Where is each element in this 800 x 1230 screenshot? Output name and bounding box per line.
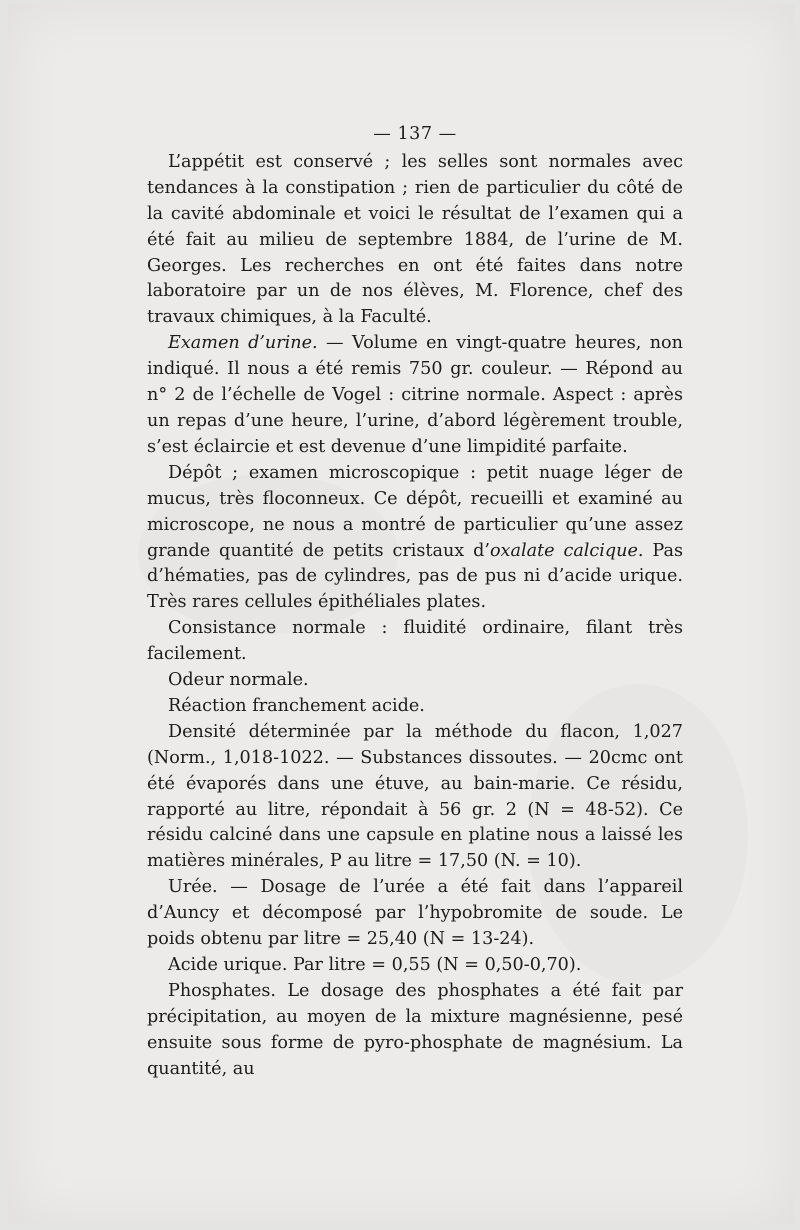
page-number: — 137 — [373,124,457,144]
text-block [147,122,683,1083]
paragraph-density [147,720,683,875]
paragraph-uric-acid [147,953,683,979]
paragraph-odor [147,668,683,694]
paragraph-text: — Volume en vingt-quatre heures, non indiqué. Il nous a été remis 750 gr. couleur. — Répond au n° 2 de l’échelle de Vogel : citrine normale. Aspect : après un repas d’une heure, l’urine, d’abord légèrement trouble, s’est éclaircie et est devenue d’une limpidité parfaite. [147,333,683,457]
paragraph-text: Phosphates. Le dosage des phosphates a été fait par précipitation, au moyen de la mixture magnésienne, pesé ensuite sous forme de pyro-phosphate de magnésium. La quantité, au [147,980,683,1079]
paragraph-consistency [147,616,683,668]
paragraph-text: L’appétit est conservé ; les selles sont normales avec tendances à la constipation ; rien de particulier du côté de la cavité abdominale et voici le résultat de l’examen qui a été fait au milieu de septembre 1884, de l’urine de M. Georges. Les recherches en ont été faites dans notre laboratoire par un de nos élèves, M. Florence, chef des travaux chimiques, à la Faculté. [147,151,683,328]
paragraph-text: Dépôt ; examen microscopique : petit nuage léger de mucus, très floconneux. Ce dépôt, recueilli et examiné au microscope, ne nous a montré de particulier qu’une assez grande quantité de petits cristaux d’ [147,462,683,561]
book-page [8,4,794,1224]
paragraph-deposit [147,461,683,616]
paragraph-appetite [147,150,683,331]
paragraph-text: . Pas d’hématies, pas de cylindres, pas de pus ni d’acide urique. Très rares cellules épithéliales plates. [147,540,683,613]
paragraph-phosphates [147,979,683,1083]
italic-term: oxalate calcique [489,540,638,561]
paragraph-urea [147,875,683,953]
paragraph-urine-exam [147,331,683,461]
section-heading-italic: Examen d’urine. [168,333,318,354]
paragraph-text: Densité déterminée par la méthode du flacon, 1,027 (Norm., 1,018-1022. — Substances dissoutes. — 20cmc ont été évaporés dans une étuve, au bain-marie. Ce résidu, rapporté au litre, répondait à 56 gr. 2 (N = 48-52). Ce résidu calciné dans une capsule en platine nous a laissé les matières minérales, P au litre = 17,50 (N. = 10). [147,721,683,872]
paragraph-reaction [147,694,683,720]
paragraph-text: Urée. — Dosage de l’urée a été fait dans l’appareil d’Auncy et décomposé par l’hypobromite de soude. Le poids obtenu par litre = 25,40 (N = 13-24). [147,877,683,950]
paragraph-text: Réaction franchement acide. [168,695,425,716]
paragraph-text: Acide urique. Par litre = 0,55 (N = 0,50-0,70). [168,955,582,975]
paragraph-text: Consistance normale : fluidité ordinaire, filant très facilement. [147,618,683,665]
paragraph-text: Odeur normale. [168,670,309,691]
